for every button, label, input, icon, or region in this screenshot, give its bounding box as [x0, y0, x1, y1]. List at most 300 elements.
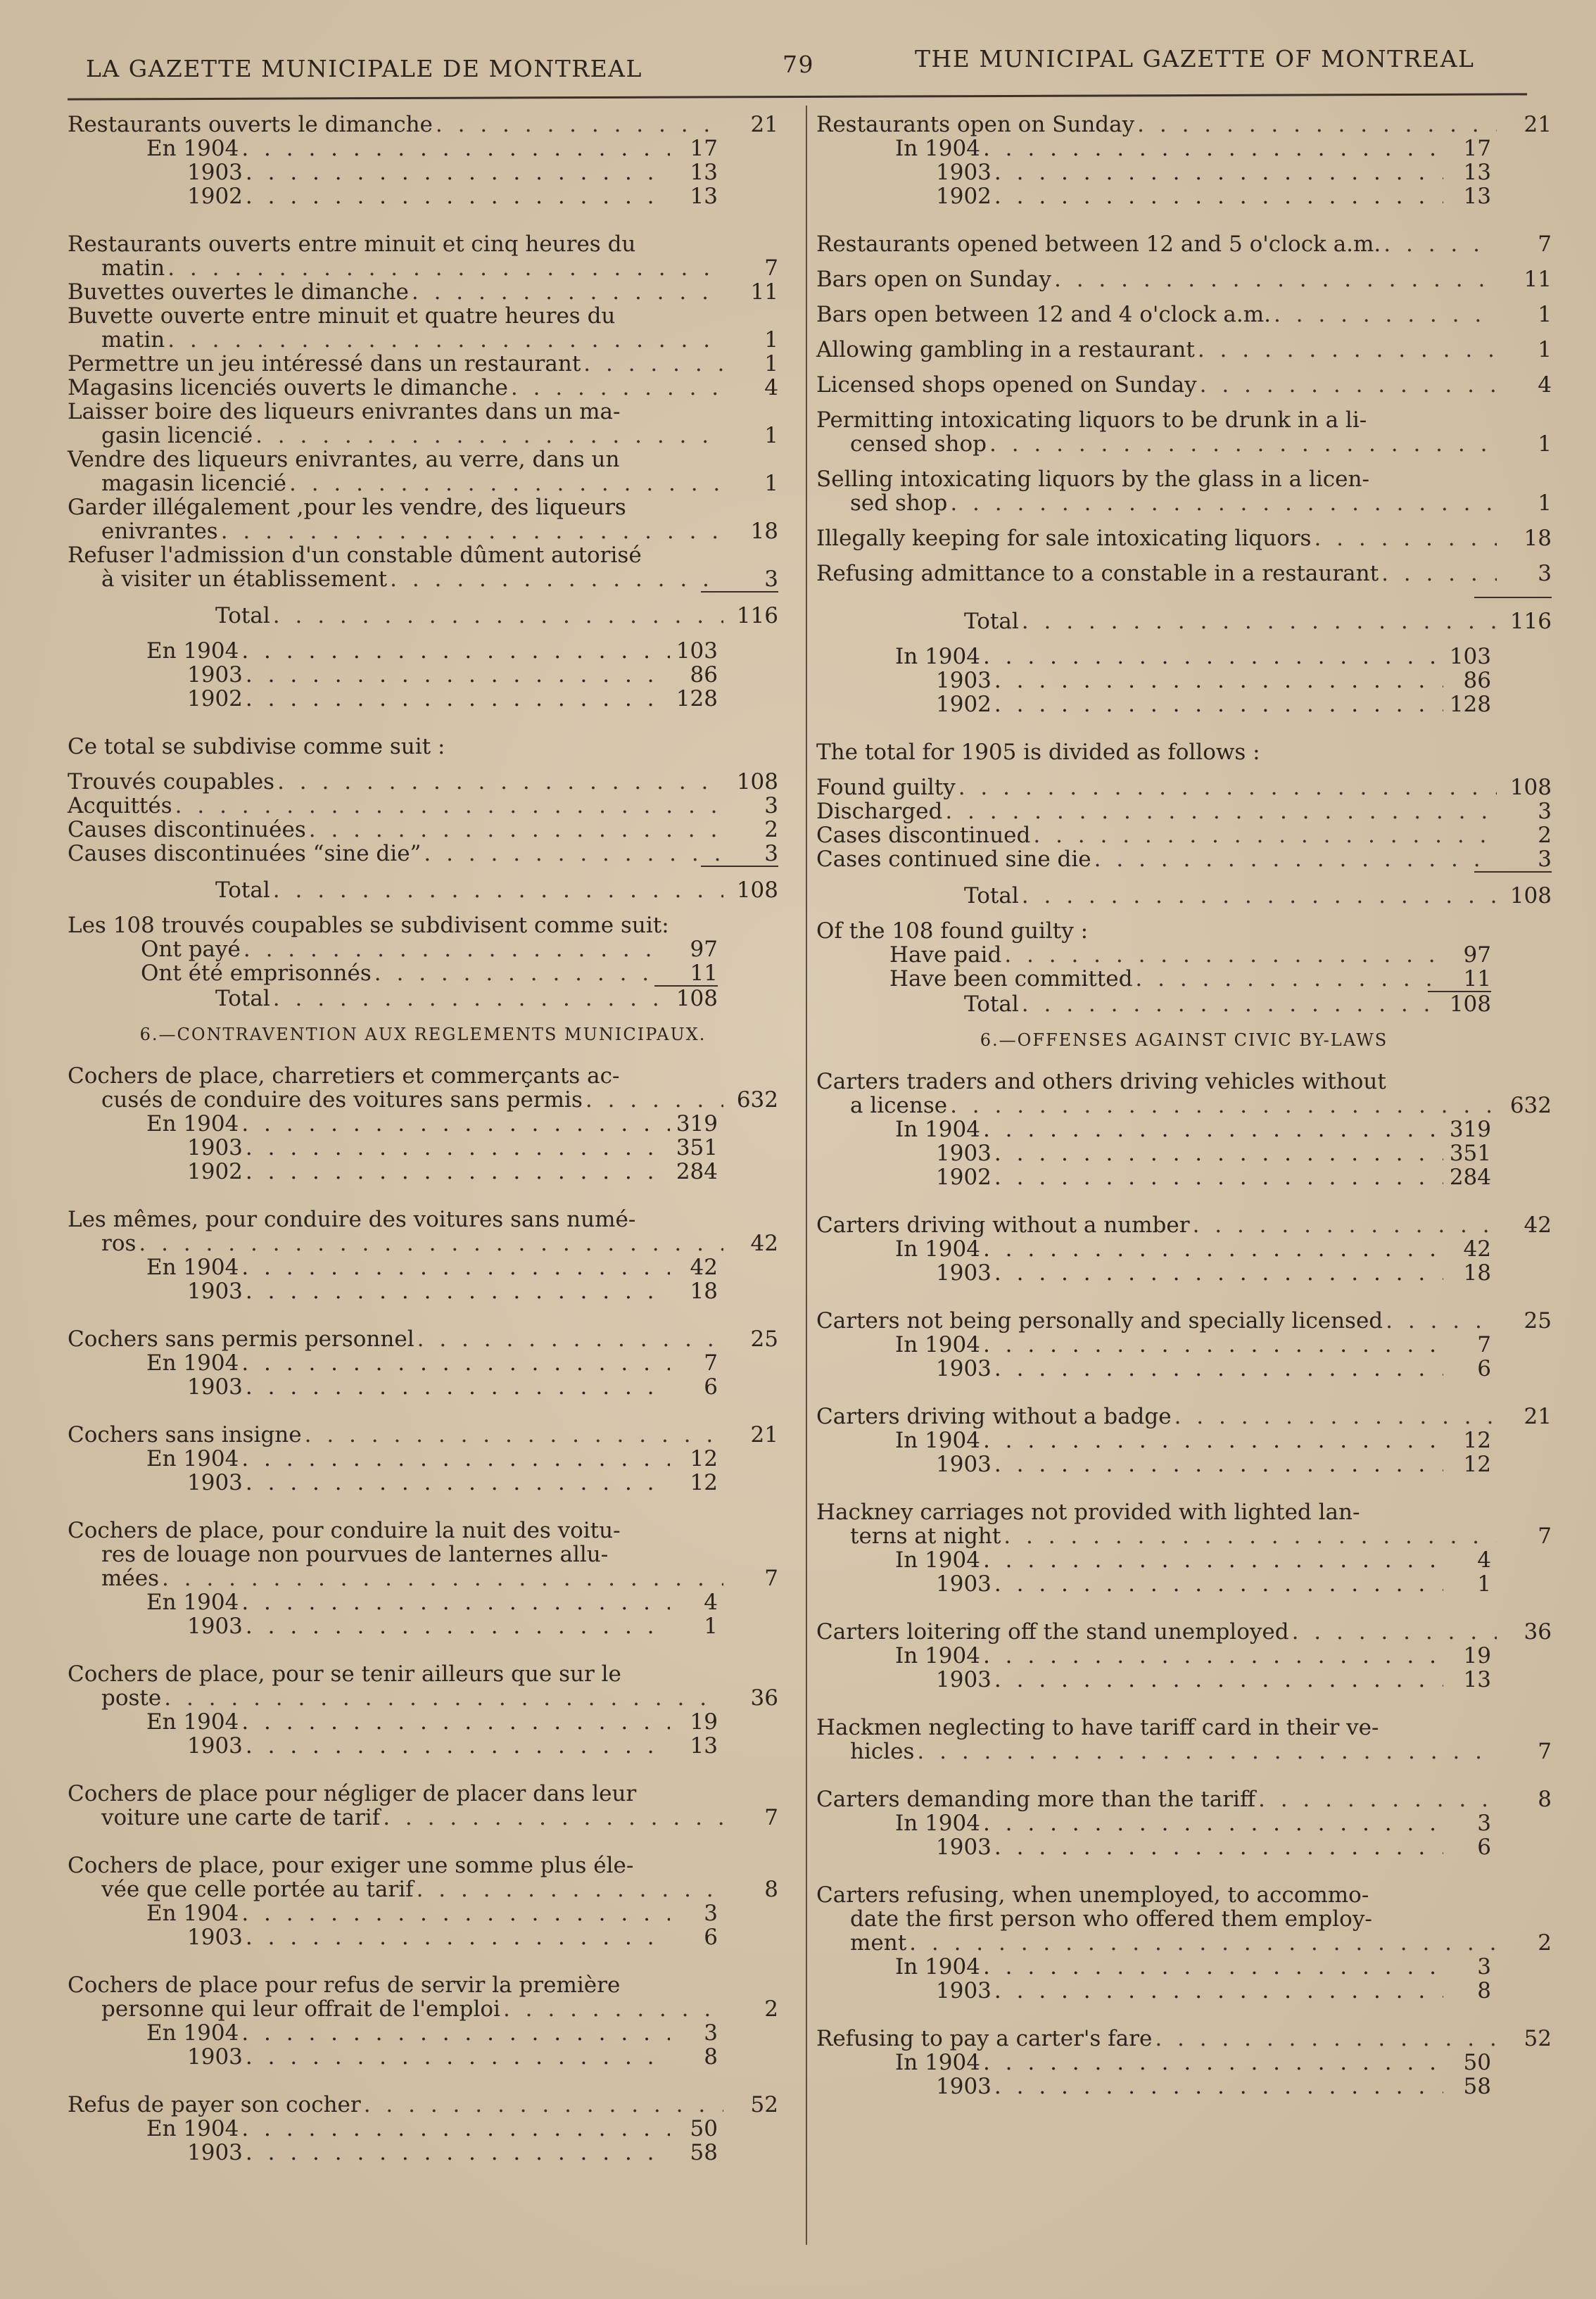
- entry-line: [816, 1500, 1552, 1524]
- leader-dots: [139, 1231, 723, 1255]
- entry-text: hicles: [850, 1739, 915, 1764]
- spacer: [68, 1758, 778, 1782]
- entry-text: Restaurants open on Sunday: [816, 112, 1135, 137]
- entry-value: 25: [750, 1326, 778, 1352]
- entry-line: [68, 256, 778, 280]
- entry-line: [816, 467, 1552, 491]
- bylaw-offense-years: [895, 1955, 1491, 2003]
- entry-line: [68, 878, 778, 902]
- year-value: 128: [676, 686, 718, 711]
- year-row: [895, 1979, 1491, 2003]
- spacer: [816, 208, 1552, 232]
- year-value: 13: [1463, 160, 1491, 185]
- entry-value: 632: [736, 1087, 778, 1113]
- year-row: [146, 1160, 718, 1184]
- guilty-intro: Of the 108 found guilty :: [816, 918, 1089, 944]
- year-value: 351: [676, 1135, 718, 1160]
- year-row: [895, 184, 1491, 208]
- bylaw-offense-entry: [816, 1309, 1552, 1333]
- leader-dots: [1198, 338, 1497, 362]
- year-row: [146, 1375, 718, 1399]
- leader-dots: [994, 1452, 1443, 1476]
- spacer: [68, 2165, 778, 2189]
- leader-dots: [246, 1471, 670, 1495]
- leader-dots: [246, 160, 670, 184]
- year-value: 19: [1463, 1643, 1491, 1668]
- entry-text: ros: [101, 1231, 137, 1256]
- bylaw-offense-entry: [816, 1716, 1552, 1763]
- year-label: In 1904: [895, 2050, 980, 2075]
- spacer: [816, 515, 1552, 526]
- entry-text: Laisser boire des liqueurs enivrantes dans un ma-: [68, 399, 621, 424]
- entry-text: Restaurants ouverts le dimanche: [68, 112, 433, 137]
- year-label: In 1904: [895, 1236, 980, 1262]
- bylaw-offense-years: [146, 1590, 718, 1638]
- year-row: [895, 1237, 1491, 1261]
- leader-dots: [945, 799, 1497, 823]
- offense-entry: [68, 304, 778, 352]
- offense-entry: [816, 408, 1552, 456]
- entry-text: sed shop: [850, 490, 948, 516]
- spacer: [816, 873, 1552, 884]
- spacer: [68, 1949, 778, 1973]
- entry-line: [816, 1931, 1552, 1955]
- bylaw-offense-entry: [68, 1064, 778, 1112]
- leader-dots: [994, 2075, 1443, 2098]
- entry-line: [68, 1877, 778, 1901]
- spacer: [816, 291, 1552, 303]
- bylaw-offense-years: [146, 1710, 718, 1758]
- entry-value: 25: [1524, 1308, 1552, 1334]
- year-value: 319: [1449, 1117, 1491, 1142]
- entry-text: Found guilty: [816, 775, 956, 800]
- entry-text: Carters driving without a badge: [816, 1404, 1172, 1429]
- year-label: 1903: [187, 2140, 243, 2165]
- entry-line: [68, 1064, 778, 1088]
- subdivide-item: [68, 794, 778, 818]
- entry-text: Carters refusing, when unemployed, to accommo-: [816, 1882, 1369, 1908]
- entry-line: [816, 1070, 1552, 1094]
- entry-text: Cochers de place, charretiers et commerçants ac-: [68, 1063, 620, 1089]
- entry-text: Buvettes ouvertes le dimanche: [68, 279, 409, 305]
- entry-value: 7: [1538, 232, 1552, 257]
- year-row: [146, 184, 718, 208]
- entry-text: Hackmen neglecting to have tariff card in their ve-: [816, 1715, 1379, 1740]
- year-row: [146, 639, 718, 663]
- subdivide-item: [816, 799, 1552, 823]
- leader-dots: [983, 1811, 1443, 1835]
- leader-dots: [994, 1357, 1443, 1381]
- total-label: Total: [964, 883, 1019, 908]
- spacer: [68, 593, 778, 604]
- leader-dots: [246, 1279, 670, 1303]
- entry-value: 2: [1538, 1930, 1552, 1956]
- total-value: 108: [1449, 992, 1491, 1017]
- entry-text: Bars open on Sunday: [816, 267, 1052, 292]
- year-value: 8: [704, 2044, 718, 2070]
- leader-dots: [162, 1566, 723, 1590]
- spacer: [816, 908, 1552, 919]
- leader-dots: [994, 1141, 1443, 1165]
- entry-value: 2: [764, 1996, 778, 2022]
- year-label: 1903: [936, 1978, 992, 2003]
- year-row: [146, 1925, 718, 1949]
- year-label: 1903: [936, 1356, 992, 1381]
- leader-dots: [383, 1806, 723, 1830]
- year-label: 1903: [187, 1279, 243, 1304]
- leader-dots: [1314, 526, 1497, 550]
- entry-text: Carters driving without a number: [816, 1212, 1190, 1238]
- entry-line: [816, 113, 1552, 137]
- leader-dots: [273, 604, 723, 628]
- entry-value: 7: [764, 255, 778, 281]
- bylaw-offense-entry: [68, 1662, 778, 1710]
- guilty-items: [816, 943, 1552, 991]
- year-value: 42: [690, 1255, 718, 1280]
- entry-text: Buvette ouverte entre minuit et quatre heures du: [68, 303, 616, 329]
- entry-value: 11: [690, 961, 718, 986]
- entry-line: [816, 1094, 1552, 1117]
- entry-value: 108: [1509, 775, 1552, 800]
- year-value: 13: [690, 1733, 718, 1759]
- entry-text: matin: [101, 255, 165, 281]
- leader-dots: [994, 1979, 1443, 2003]
- year-row: [146, 137, 718, 160]
- leader-dots: [983, 1644, 1443, 1668]
- entry-line: [68, 280, 778, 304]
- year-label: 1903: [936, 1452, 992, 1477]
- entry-text: Restaurants ouverts entre minuit et cinq heures du: [68, 232, 636, 257]
- year-label: 1902: [187, 686, 243, 711]
- guilty-intro: Les 108 trouvés coupables se subdivisent comme suit:: [68, 913, 669, 938]
- year-value: 17: [690, 136, 718, 161]
- entry-value: 52: [1524, 2026, 1552, 2051]
- entry-line: [816, 1740, 1552, 1763]
- entry-text: Carters demanding more than the tariff: [816, 1787, 1255, 1812]
- bylaw-offense-years: [146, 1351, 718, 1399]
- leader-dots: [503, 1997, 723, 2021]
- leader-dots: [909, 1931, 1497, 1955]
- leader-dots: [241, 137, 670, 160]
- spacer: [816, 2098, 1552, 2122]
- year-label: 1903: [187, 1614, 243, 1639]
- leader-dots: [994, 184, 1443, 208]
- year-value: 6: [1477, 1356, 1491, 1381]
- year-row: [146, 1614, 718, 1638]
- entry-line: [816, 884, 1552, 908]
- entry-value: 97: [690, 937, 718, 962]
- entry-line: [68, 328, 778, 352]
- entry-line: [68, 1423, 778, 1447]
- year-value: 3: [704, 2020, 718, 2046]
- bylaw-offense-entry: [68, 1973, 778, 2021]
- year-row: [146, 1901, 718, 1925]
- year-value: 4: [704, 1590, 718, 1615]
- entry-text: Cases discontinued: [816, 823, 1031, 848]
- year-row: [146, 2141, 718, 2165]
- leader-dots: [994, 1835, 1443, 1859]
- year-value: 12: [1463, 1428, 1491, 1453]
- leader-dots: [246, 687, 670, 711]
- entry-line: [141, 961, 718, 985]
- bylaw-offense-entry: [68, 1782, 778, 1830]
- year-value: 19: [690, 1709, 718, 1735]
- entry-line: [68, 1088, 778, 1112]
- year-row: [895, 645, 1491, 669]
- leader-dots: [958, 775, 1497, 799]
- english-column: [816, 113, 1552, 2122]
- year-label: In 1904: [895, 644, 980, 669]
- guilty-item: [141, 937, 718, 961]
- entry-line: [68, 604, 778, 628]
- entry-line: [68, 424, 778, 448]
- year-row: [146, 1351, 718, 1375]
- year-label: En 1904: [146, 2116, 239, 2141]
- entry-line: [816, 373, 1552, 397]
- year-row: [146, 1710, 718, 1734]
- subdivide-item: [816, 823, 1552, 847]
- leader-dots: [246, 1160, 670, 1184]
- year-label: En 1904: [146, 638, 239, 664]
- spacer: [68, 902, 778, 913]
- offense-entry: [68, 495, 778, 543]
- entry-line: [68, 471, 778, 495]
- restaurants-sunday-entry: [816, 113, 1552, 137]
- year-label: 1902: [187, 1159, 243, 1184]
- year-label: In 1904: [895, 1332, 980, 1357]
- entry-value: 21: [750, 112, 778, 137]
- leader-dots: [246, 184, 670, 208]
- leader-dots: [983, 1117, 1443, 1141]
- spacer: [816, 1596, 1552, 1620]
- entry-line: [68, 1782, 778, 1806]
- entry-text: Refuser l'admission d'un constable dûment autorisé: [68, 543, 642, 568]
- spacer: [68, 2069, 778, 2093]
- entry-line: [68, 543, 778, 567]
- leader-dots: [1193, 1213, 1497, 1237]
- subdivide-intro: The total for 1905 is divided as follows :: [816, 740, 1260, 765]
- year-row: [895, 1429, 1491, 1452]
- bylaw-offense-entry: [816, 1405, 1552, 1429]
- year-value: 13: [690, 160, 718, 185]
- spacer: [816, 598, 1552, 609]
- year-label: 1902: [936, 692, 992, 717]
- offense-entry: [68, 232, 778, 280]
- leader-dots: [412, 280, 723, 304]
- entry-line: [68, 1566, 778, 1590]
- spacer: [68, 1184, 778, 1208]
- year-label: In 1904: [895, 1117, 980, 1142]
- leader-dots: [983, 1955, 1443, 1979]
- year-label: En 1904: [146, 1446, 239, 1471]
- entry-value: 21: [750, 1422, 778, 1448]
- entry-line: [816, 267, 1552, 291]
- year-row: [146, 1447, 718, 1471]
- leader-dots: [417, 1327, 723, 1351]
- leader-dots: [246, 1734, 670, 1758]
- entry-line: [68, 1327, 778, 1351]
- year-row: [895, 1141, 1491, 1165]
- year-label: En 1904: [146, 136, 239, 161]
- year-row: [146, 1279, 718, 1303]
- entry-text: Ont payé: [141, 937, 241, 962]
- spacer: [816, 1016, 1552, 1027]
- entry-text: Les mêmes, pour conduire des voitures sans numé-: [68, 1207, 636, 1232]
- spacer: [68, 711, 778, 735]
- entry-line: [68, 376, 778, 400]
- guilty-items: [68, 937, 778, 985]
- total-label: Total: [964, 609, 1019, 634]
- year-label: 1903: [936, 2074, 992, 2099]
- year-value: 1: [704, 1614, 718, 1639]
- year-label: 1903: [936, 1835, 992, 1860]
- leader-dots: [221, 519, 723, 543]
- entry-line: [816, 1620, 1552, 1644]
- bylaw-offense-entry: [68, 1423, 778, 1447]
- year-row: [146, 687, 718, 711]
- entry-line: [816, 609, 1552, 633]
- leader-dots: [994, 1261, 1443, 1285]
- bylaw-offense-entry: [68, 1519, 778, 1590]
- offense-entry: [68, 448, 778, 495]
- entry-value: 7: [1538, 1524, 1552, 1549]
- entry-value: 21: [1524, 112, 1552, 137]
- leader-dots: [167, 256, 723, 280]
- entry-text: Carters loitering off the stand unemployed: [816, 1619, 1289, 1645]
- year-row: [146, 663, 718, 687]
- total-label: Total: [215, 986, 270, 1011]
- entry-value: 1: [764, 327, 778, 353]
- total-years: [146, 639, 718, 711]
- year-value: 284: [1449, 1165, 1491, 1190]
- entry-value: 1: [764, 351, 778, 376]
- entry-line: [68, 495, 778, 519]
- entry-value: 42: [1524, 1212, 1552, 1238]
- entry-value: 21: [1524, 1404, 1552, 1429]
- leader-dots: [983, 1333, 1443, 1357]
- entry-value: 1: [764, 471, 778, 496]
- leader-dots: [241, 1590, 670, 1614]
- year-row: [146, 160, 718, 184]
- entry-line: [816, 1213, 1552, 1237]
- entry-line: [68, 113, 778, 137]
- year-row: [895, 1165, 1491, 1189]
- entry-line: [816, 775, 1552, 799]
- entry-value: 7: [1538, 1739, 1552, 1764]
- entry-text: Illegally keeping for sale intoxicating liquors: [816, 526, 1312, 551]
- year-label: 1903: [187, 1374, 243, 1400]
- leader-dots: [1054, 267, 1497, 291]
- leader-dots: [1022, 992, 1436, 1016]
- leader-dots: [1383, 232, 1497, 256]
- spacer: [68, 628, 778, 639]
- entry-value: 8: [764, 1877, 778, 1902]
- spacer: [68, 1495, 778, 1519]
- year-label: In 1904: [895, 1643, 980, 1668]
- leader-dots: [390, 567, 723, 591]
- entry-text: Discharged: [816, 799, 943, 824]
- year-value: 8: [1477, 1978, 1491, 2003]
- entry-line: [68, 2093, 778, 2117]
- entry-value: 108: [736, 769, 778, 794]
- entry-text: Ont été emprisonnés: [141, 961, 372, 986]
- year-value: 3: [1477, 1954, 1491, 1980]
- leader-dots: [364, 2093, 723, 2117]
- leader-dots: [167, 328, 723, 352]
- total-value: 108: [1509, 883, 1552, 908]
- entry-text: Cochers de place, pour se tenir ailleurs que sur le: [68, 1661, 621, 1687]
- year-row: [895, 160, 1491, 184]
- entry-text: ment: [850, 1930, 907, 1956]
- leader-dots: [983, 1548, 1443, 1572]
- year-value: 42: [1463, 1236, 1491, 1262]
- entry-value: 52: [750, 2092, 778, 2117]
- leader-dots: [241, 639, 670, 663]
- leader-dots: [436, 113, 723, 137]
- year-row: [895, 2051, 1491, 2075]
- year-value: 103: [1449, 644, 1491, 669]
- entry-line: [816, 562, 1552, 585]
- year-label: In 1904: [895, 136, 980, 161]
- leader-dots: [950, 491, 1497, 515]
- restaurants-sunday-years: [146, 137, 718, 208]
- spacer: [816, 1058, 1552, 1070]
- bylaw-offense-years: [895, 2051, 1491, 2098]
- leader-dots: [1004, 943, 1436, 967]
- bylaw-offense-years: [146, 1255, 718, 1303]
- bylaw-offense-years: [895, 1237, 1491, 1285]
- bylaw-offense-entry: [816, 1620, 1552, 1644]
- entry-line: [68, 352, 778, 376]
- year-row: [895, 137, 1491, 160]
- year-value: 13: [1463, 184, 1491, 209]
- total-years: [895, 645, 1491, 716]
- entry-text: vée que celle portée au tarif: [101, 1877, 414, 1902]
- year-label: 1903: [936, 1571, 992, 1597]
- entry-text: a license: [850, 1093, 948, 1118]
- total-guilty: [816, 992, 1491, 1016]
- year-row: [895, 1644, 1491, 1668]
- spacer: [816, 1763, 1552, 1787]
- french-column: [68, 113, 778, 2189]
- spacer: [816, 716, 1552, 740]
- spacer: [816, 1285, 1552, 1309]
- spacer: [816, 2003, 1552, 2027]
- year-label: In 1904: [895, 1547, 980, 1573]
- entry-value: 2: [1538, 823, 1552, 848]
- entry-text: Selling intoxicating liquors by the glass in a licen-: [816, 467, 1369, 492]
- entry-line: [68, 400, 778, 424]
- leader-dots: [1033, 823, 1497, 847]
- leader-dots: [1135, 967, 1436, 991]
- year-value: 50: [690, 2116, 718, 2141]
- entry-text: Have paid: [889, 942, 1002, 968]
- entry-value: 2: [764, 817, 778, 842]
- leader-dots: [246, 1925, 670, 1949]
- entry-line: [68, 842, 778, 866]
- entry-line: [816, 491, 1552, 515]
- entry-line: [816, 1405, 1552, 1429]
- spacer: [816, 1189, 1552, 1213]
- year-label: En 1904: [146, 1901, 239, 1926]
- year-label: 1903: [936, 1141, 992, 1166]
- leader-dots: [255, 424, 723, 448]
- bylaw-offense-years: [895, 1644, 1491, 1692]
- year-label: In 1904: [895, 1811, 980, 1836]
- entry-value: 11: [750, 279, 778, 305]
- year-label: 1903: [936, 668, 992, 693]
- entry-value: 1: [764, 423, 778, 448]
